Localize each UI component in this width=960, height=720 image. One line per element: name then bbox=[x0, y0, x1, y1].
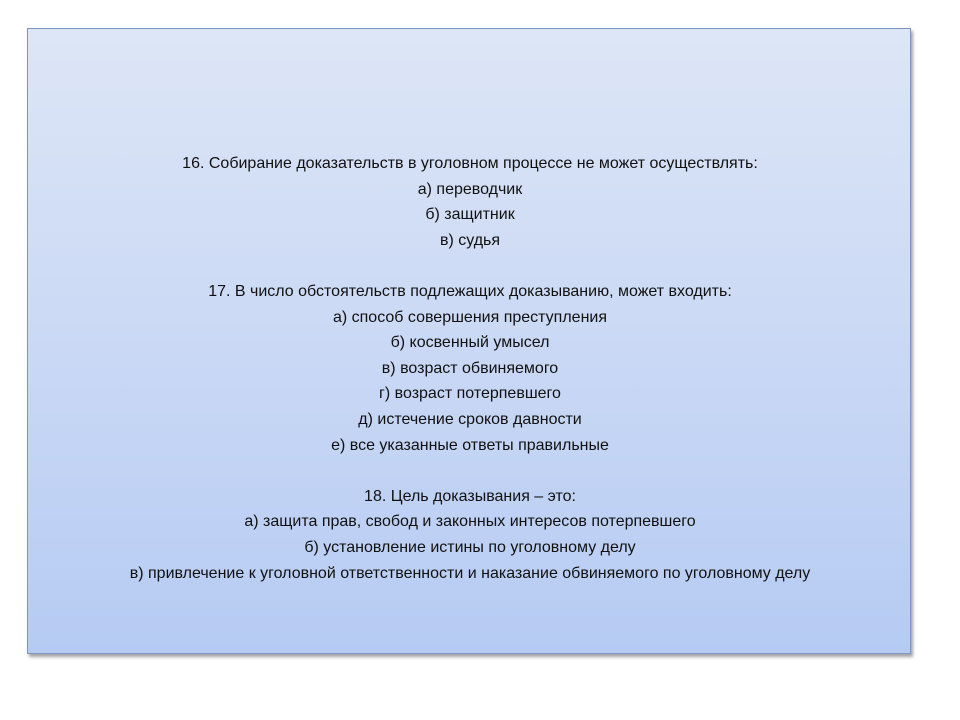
question-18-text: 18. Цель доказывания – это: bbox=[364, 487, 576, 505]
question-panel bbox=[27, 28, 911, 654]
questions-text bbox=[28, 151, 912, 586]
spacer bbox=[28, 253, 912, 279]
question-16-option-a: а) переводчик bbox=[417, 180, 523, 198]
question-18-option-c: в) привлечение к уголовной ответственности и наказание обвиняемого по уголовному делу bbox=[129, 564, 811, 582]
question-block-16 bbox=[28, 151, 912, 253]
question-17-option-e: д) истечение сроков давности bbox=[358, 410, 582, 428]
question-17-option-f: е) все указанные ответы правильные bbox=[331, 436, 609, 454]
question-17-option-b: б) косвенный умысел bbox=[390, 334, 550, 352]
question-17-option-c: в) возраст обвиняемого bbox=[381, 359, 559, 377]
question-block-18 bbox=[28, 484, 912, 586]
spacer bbox=[28, 458, 912, 484]
question-18-option-a: а) защита прав, свобод и законных интересов потерпевшего bbox=[244, 513, 696, 531]
question-block-17 bbox=[28, 279, 912, 458]
question-18-option-b: б) установление истины по уголовному делу bbox=[304, 538, 636, 556]
question-17-option-a: а) способ совершения преступления bbox=[332, 308, 608, 326]
question-16-text: 16. Собирание доказательств в уголовном процессе не может осуществлять: bbox=[182, 155, 758, 172]
question-17-text: 17. В число обстоятельств подлежащих доказыванию, может входить: bbox=[208, 282, 732, 300]
question-16-option-b: б) защитник bbox=[425, 206, 515, 224]
question-16-option-c: в) судья bbox=[439, 231, 501, 249]
question-17-option-d: г) возраст потерпевшего bbox=[379, 385, 561, 403]
